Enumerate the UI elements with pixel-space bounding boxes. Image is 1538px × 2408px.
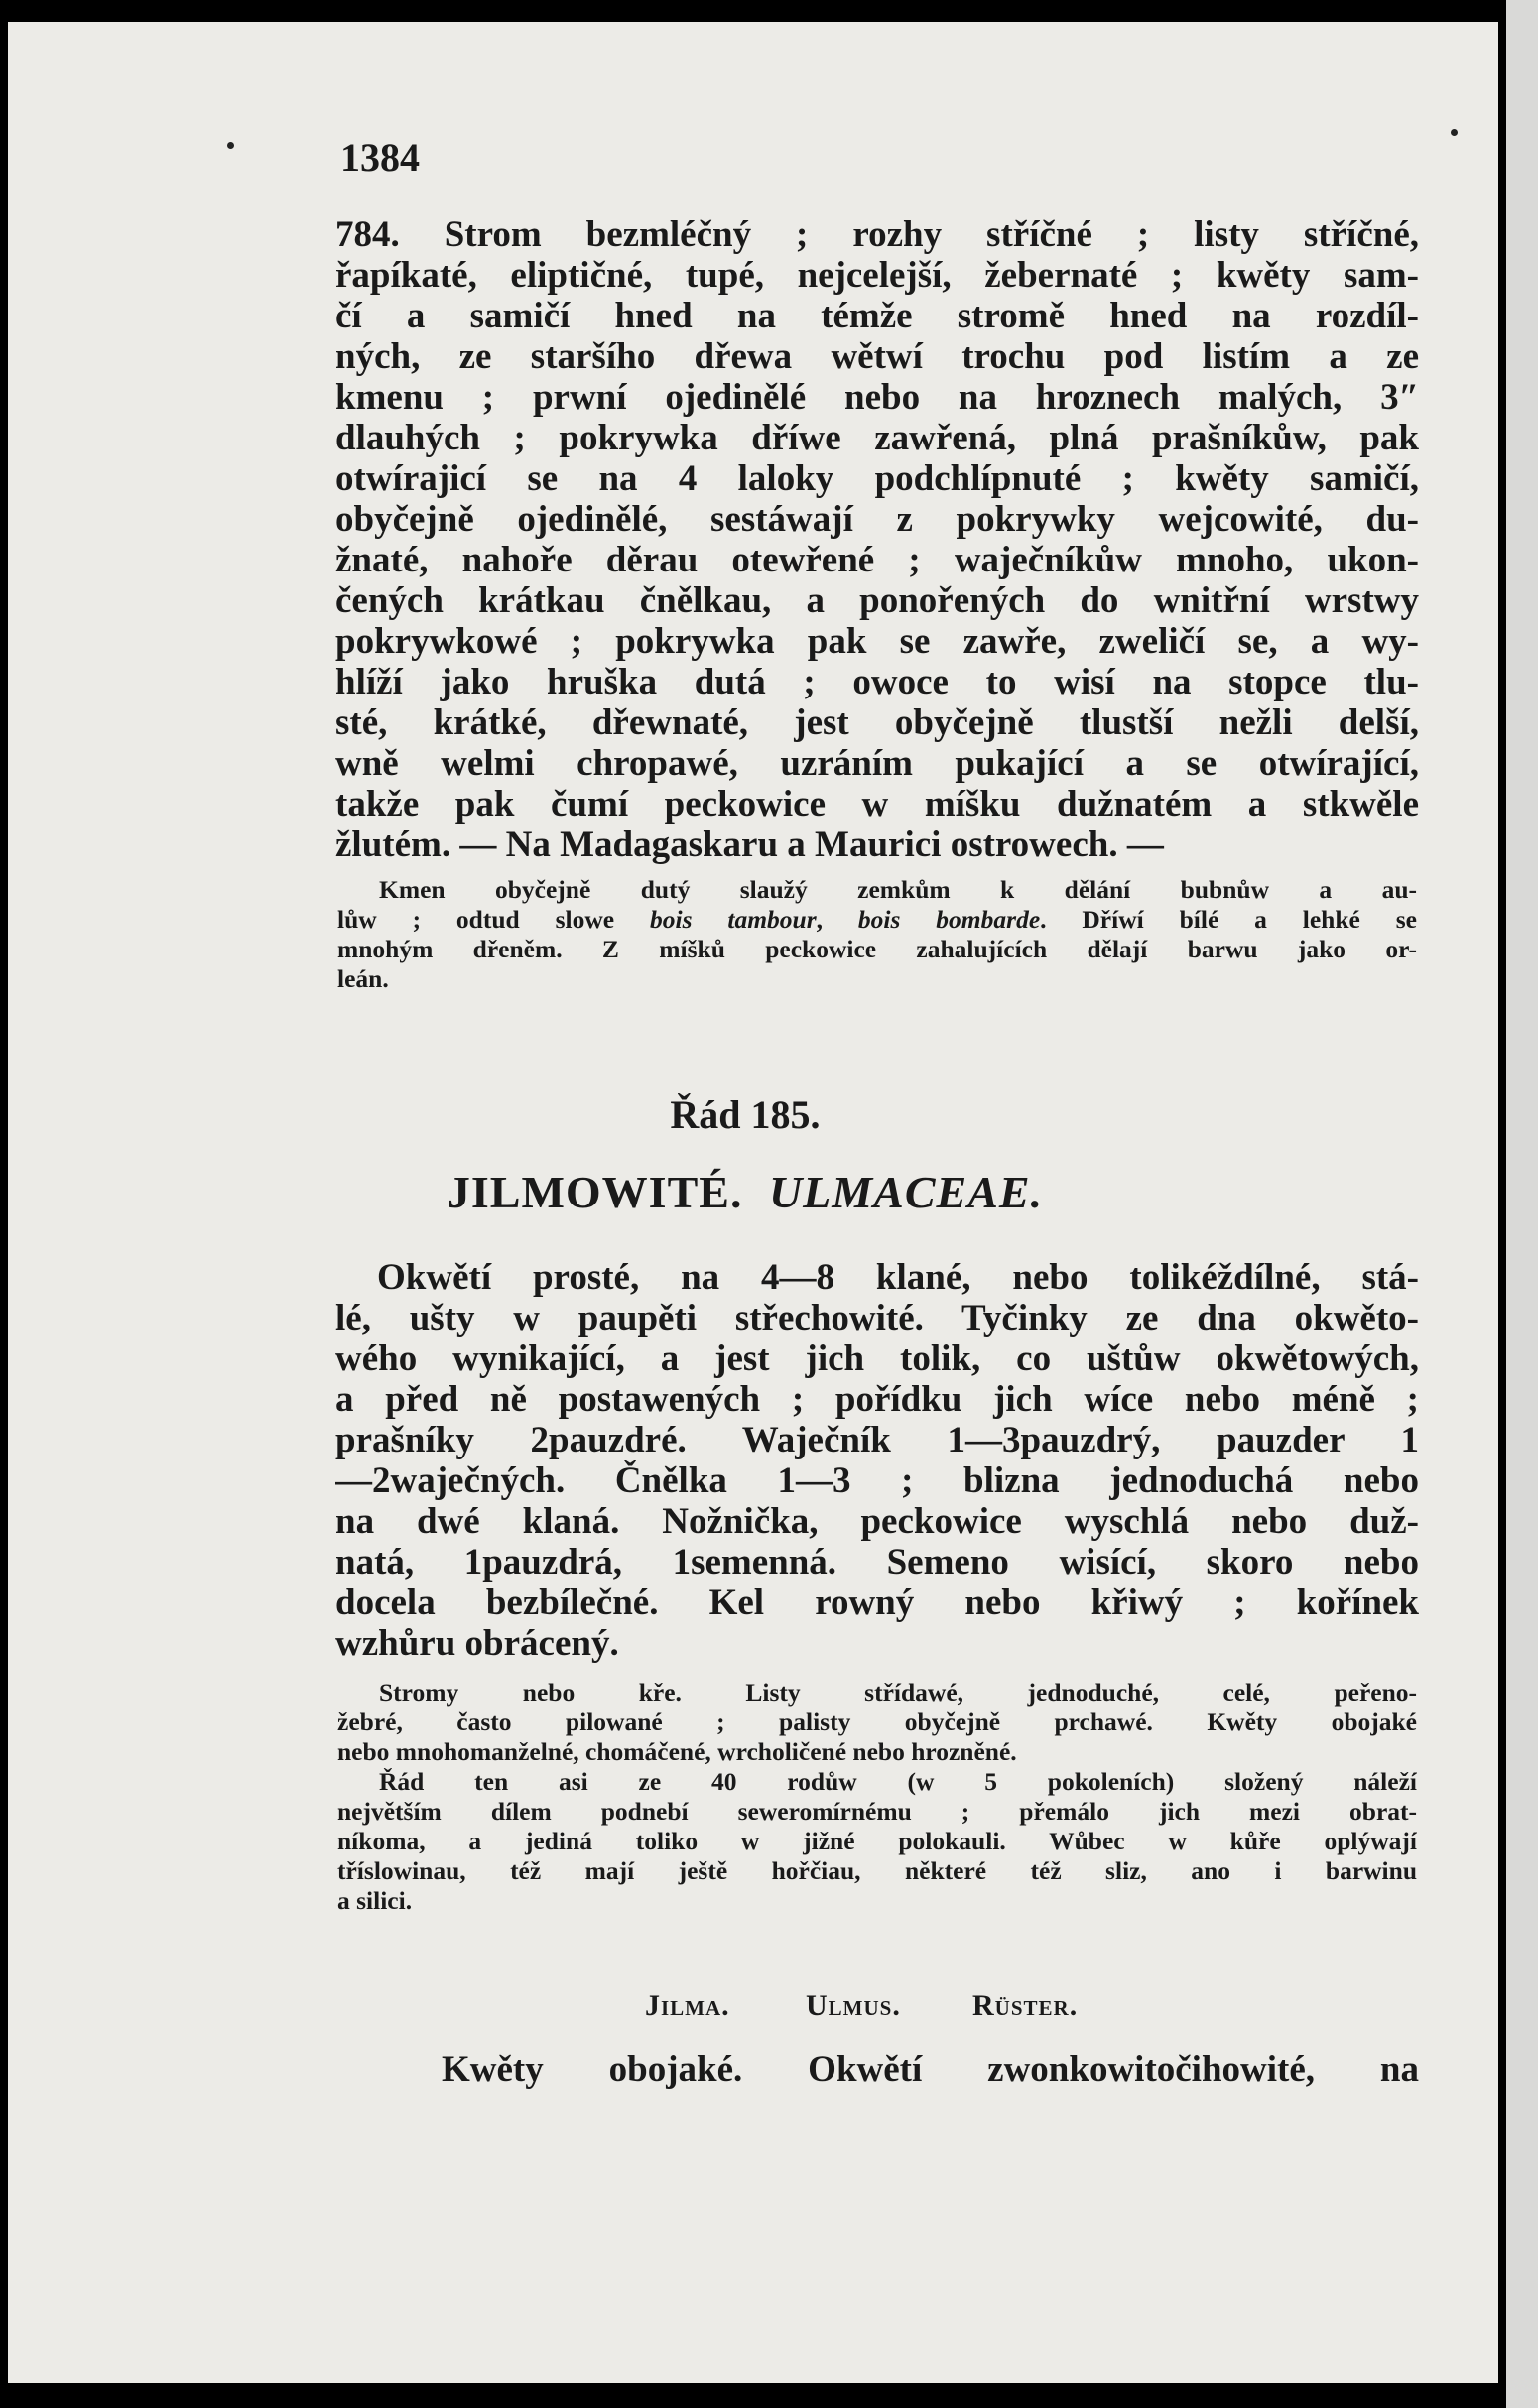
note-line: a silici. xyxy=(337,1886,413,1915)
scan-edge xyxy=(1506,0,1538,2408)
text-line: na dwé klaná. Nožnička, peckowice wyschlá nebo duž- xyxy=(335,1501,1419,1542)
note-line: žebré, často pilowané ; palisty obyčejně prchawé. Kwěty obojaké xyxy=(337,1708,1417,1736)
order-description xyxy=(335,1257,1419,1664)
text-line: lé, ušty w paupěti střechowité. Tyčinky ze dna okwěto- xyxy=(335,1298,1419,1338)
family-czech: JILMOWITÉ. xyxy=(447,1167,743,1217)
text-line: hlíží jako hruška dutá ; owoce to wisí na stopce tlu- xyxy=(335,662,1419,702)
note-line: mnohým dřeněm. Z míšků peckowice zahalujících dělají barwu jako or- xyxy=(337,935,1417,963)
genus-latin: Ulmus. xyxy=(806,1989,901,2022)
entry-784 xyxy=(335,214,1419,865)
text-line: řapíkaté, eliptičné, tupé, nejcelejší, žebernaté ; kwěty sam- xyxy=(335,255,1419,296)
note-line: níkoma, a jediná toliko w jižné polokauli. Wůbec w kůře oplýwají xyxy=(337,1827,1417,1855)
order-notes xyxy=(337,1678,1417,1916)
text-line: žnaté, nahoře děrau otewřené ; waječníkůw mnoho, ukon- xyxy=(335,540,1419,580)
text-line: natá, 1pauzdrá, 1semenná. Semeno wisící, skoro nebo xyxy=(335,1542,1419,1583)
text-line: Okwětí prosté, na 4—8 klané, nebo tolikéždílné, stá- xyxy=(377,1257,1419,1298)
page-number: 1384 xyxy=(340,135,420,180)
text-line: docela bezbílečné. Kel rowný nebo křiwý ; kořínek xyxy=(335,1583,1419,1623)
text-line: wzhůru obrácený. xyxy=(335,1623,619,1664)
note-line: nebo mnohomanželné, chomáčené, wrcholičené nebo hrozněné. xyxy=(337,1737,1017,1766)
note-line: Řád ten asi ze 40 rodůw (w 5 pokoleních) složený náleží xyxy=(379,1767,1417,1796)
text-line: dlauhých ; pokrywka dříwe zawřená, plná prašníkůw, pak xyxy=(335,418,1419,458)
family-latin: ULMACEAE. xyxy=(768,1167,1044,1217)
text-line: pokrywkowé ; pokrywka pak se zawře, zweličí se, a wy- xyxy=(335,621,1419,662)
note-line: lůw ; odtud slowe bois tambour, bois bombarde. Dříwí bílé a lehké se xyxy=(337,905,1417,934)
family-heading xyxy=(0,1166,1490,1218)
text-line: čí a samičí hned na témže stromě hned na rozdíl- xyxy=(335,296,1419,336)
note-line: tříslowinau, též mají ještě hořčiau, některé též sliz, ano i barwinu xyxy=(337,1856,1417,1885)
text-line: —2waječných. Čnělka 1—3 ; blizna jednoduchá nebo xyxy=(335,1460,1419,1501)
entry-784-note xyxy=(337,875,1417,994)
genus-description-start: Kwěty obojaké. Okwětí zwonkowitočihowité, na xyxy=(442,2049,1419,2090)
scan-speck xyxy=(1451,129,1458,136)
text-line: kmenu ; prwní ojedinělé nebo na hroznech malých, 3″ xyxy=(335,377,1419,418)
text-line: čených krátkau čnělkau, a ponořených do wnitřní wrstwy xyxy=(335,580,1419,621)
text-line: žlutém. — Na Madagaskaru a Maurici ostrowech. — xyxy=(335,824,1164,865)
text-line: wně welmi chropawé, uzráním pukající a se otwírající, xyxy=(335,743,1419,784)
text-line: sté, krátké, dřewnaté, jest obyčejně tlustší nežli delší, xyxy=(335,702,1419,743)
text-line: prašníky 2pauzdré. Waječník 1—3pauzdrý, pauzder 1 xyxy=(335,1420,1419,1460)
text-line: otwírajicí se na 4 laloky podchlípnuté ; kwěty samičí, xyxy=(335,458,1419,499)
note-line: největším dílem podnebí seweromírnému ; přemálo jich mezi obrat- xyxy=(337,1797,1417,1826)
note-line: leán. xyxy=(337,964,389,993)
text-line: obyčejně ojedinělé, sestáwají z pokrywky wejcowité, du- xyxy=(335,499,1419,540)
genus-czech: Jilma. xyxy=(645,1989,730,2022)
scan-speck xyxy=(227,142,234,149)
text-line: a před ně postawených ; pořídku jich wíce nebo méně ; xyxy=(335,1379,1419,1420)
note-line: Stromy nebo kře. Listy střídawé, jednoduché, celé, peřeno- xyxy=(379,1678,1417,1707)
text-line: wého wynikající, a jest jich tolik, co uštůw okwětowých, xyxy=(335,1338,1419,1379)
text-line: takže pak čumí peckowice w míšku dužnatém a stkwěle xyxy=(335,784,1419,824)
entry-784-text xyxy=(335,214,1419,865)
order-heading: Řád 185. xyxy=(670,1092,821,1137)
text-line: 784. Strom bezmléčný ; rozhy stříčné ; listy stříčné, xyxy=(335,214,1419,255)
text-line: ných, ze staršího dřewa wětwí trochu pod listím a ze xyxy=(335,336,1419,377)
note-line: Kmen obyčejně dutý slaužý zemkům k dělání bubnůw a au- xyxy=(379,875,1417,904)
genus-german: Rüster. xyxy=(972,1989,1079,2022)
